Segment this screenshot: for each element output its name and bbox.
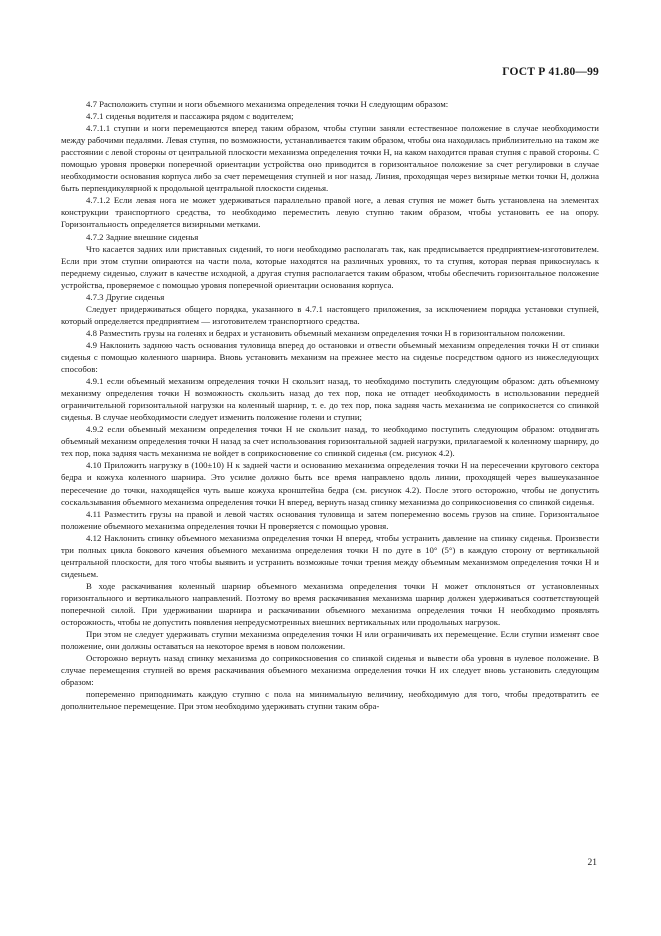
paragraph-4-10: 4.10 Приложить нагрузку в (100±10) H к задней части и основанию механизма определения точки H на пересечении кругового сектора бедра и кожуха коленного шарнира. Это усилие должно быть все время направлено вдоль линии, проходящей через вышеуказанное пересечение до точки, находящейся чуть выше кожуха кронштейна бедра (см. рисунок 4.2). После этого осторожно, чтобы не допустить соскальзывания объемного механизма определения точки H вперед, вернуть назад спинку механизма до соприкосновения со спинкой сиденья. (61, 460, 599, 507)
paragraph-other-seats: Следует придерживаться общего порядка, указанного в 4.7.1 настоящего приложения, за исключением порядка установки ступней, который определяется предприятием — изготовителем транспортного средства. (61, 303, 599, 326)
paragraph-4-9: 4.9 Наклонить заднюю часть основания туловища вперед до остановки и отвести объемный механизм определения точки H от спинки сиденья с помощью коленного шарнира. Вновь установить механизм на прежнее место на сиденье посредством одного из нижеследующих способов: (61, 339, 599, 375)
paragraph-4-7-2-heading: 4.7.2 Задние внешние сиденья (86, 231, 199, 242)
paragraph-feet-holding: При этом не следует удерживать ступни механизма определения точки H или ограничивать их перемещение. Если ступни изменят свое положение, они должны оставаться на некоторое время в новом положении. (61, 629, 599, 652)
page-number: 21 (587, 858, 597, 868)
paragraph-rear-seats: Что касается задних или приставных сидений, то ноги необходимо располагать так, как предписывается предприятием-изготовителем. Если при этом ступни опираются на части пола, которые находятся на различных уровнях, то та ступня, которая первая прикоснулась к переднему сиденью, служит в качестве исходной, а другая ступня располагается таким образом, чтобы обеспечить горизонтальное положение устройства, проверяемое с помощью уровня поперечной ориентации основания корпуса. (61, 243, 599, 290)
standard-header: ГОСТ Р 41.80—99 (502, 66, 599, 78)
paragraph-swinging: В ходе раскачивания коленный шарнир объемного механизма определения точки H может отклоняться от установленных горизонтального и вертикального направлений. Поэтому во время раскачивания механизма шарнир должен удерживаться соответствующей поперечной силой. При удерживании шарнира и раскачивании объемного механизма определения точки H необходимо проявлять осторожность, чтобы не допустить появления непредусмотренных внешних вертикальных или продольных нагрузок. (61, 580, 599, 628)
paragraph-4-7: 4.7 Расположить ступни и ноги объемного механизма определения точки H следующим образом: (86, 99, 449, 109)
paragraph-return-back: Осторожно вернуть назад спинку механизма до соприкосновения со спинкой сиденья и вывести оба уровня в нулевое положение. В случае перемещения ступней во время раскачивания объемного механизма определения точки H их следует вновь установить следующим образом: (61, 653, 599, 688)
paragraph-4-12: 4.12 Наклонить спинку объемного механизма определения точки H вперед, чтобы устранить давление на спинку сиденья. Произвести три полных цикла бокового качения объемного механизма определения точки H по дуге в 10° (5°) в каждую сторону от вертикальной центральной плоскости, для того чтобы выявить и устранить возможные точки трения между объемным механизмом определения точки H и сиденьем. (61, 532, 599, 579)
paragraph-4-9-1: 4.9.1 если объемный механизм определения точки H скользит назад, то необходимо поступить следующим образом: дать объемному механизму определения точки H возможность скользить назад до тех пор, пока не отпадет необходимость в использовании передней ограничительной горизонтальной нагрузки на коленный шарнир, т. е. до тех пор, пока задняя часть механизма не соприкоснется со спинкой сиденья. В случае необходимости следует изменить положение голени и ступни; (61, 376, 599, 423)
paragraph-4-7-1-1: 4.7.1.1 ступни и ноги перемещаются вперед таким образом, чтобы ступни заняли естественное положение в случае необходимости между рабочими педалями. Левая ступня, по возможности, устанавливается таким образом, чтобы она находилась приблизительно на таком же расстоянии с левой стороны от центральной плоскости механизма определения точки H, на каком находится правая ступня с правой стороны. С помощью уровня проверки поперечной ориентации устройства оно приводится в горизонтальное положение за счет регулировки в случае необходимости основания корпуса либо за счет перемещения ступней и ног назад. Линия, проходящая через визирные метки точки H, должна быть перпендикулярной к продольной центральной плоскости сиденья. (61, 123, 599, 194)
paragraph-4-8: 4.8 Разместить грузы на голенях и бедрах и установить объемный механизм определения точки H в горизонтальном положении. (86, 327, 566, 338)
paragraph-4-7-3-heading: 4.7.3 Другие сиденья (86, 291, 165, 302)
paragraph-4-7-1: 4.7.1 сиденья водителя и пассажира рядом с водителем; (86, 111, 294, 122)
document-body (61, 98, 599, 712)
paragraph-4-9-2: 4.9.2 если объемный механизм определения точки H не скользит назад, то необходимо поступить следующим образом: отодвигать объемный механизм определения точки H назад за счет использования горизонтальной задней нагрузки, прилагаемой к коленному шарниру, до тех пор, пока задняя часть механизма не войдет в соприкосновение со спинкой сиденья (см. рисунок 4.2). (61, 424, 599, 459)
paragraph-4-11: 4.11 Разместить грузы на правой и левой частях основания туловища и затем попеременно восемь грузов на спине. Горизонтальное положение объемного механизма определения точки H проверяется с помощью уровня. (61, 508, 599, 531)
paragraph-4-7-1-2: 4.7.1.2 Если левая нога не может удерживаться параллельно правой ноге, а левая ступня не может быть установлена на элементах конструкции транспортного средства, то необходимо переместить левую ступню таким образом, чтобы установить ее на опору. Горизонтальность определяется визирными метками. (61, 195, 599, 230)
paragraph-lift-feet: попеременно приподнимать каждую ступню с пола на минимальную величину, необходимую для того, чтобы предотвратить ее дополнительное перемещение. При этом необходимо удерживать ступни таким обра- (61, 689, 599, 712)
